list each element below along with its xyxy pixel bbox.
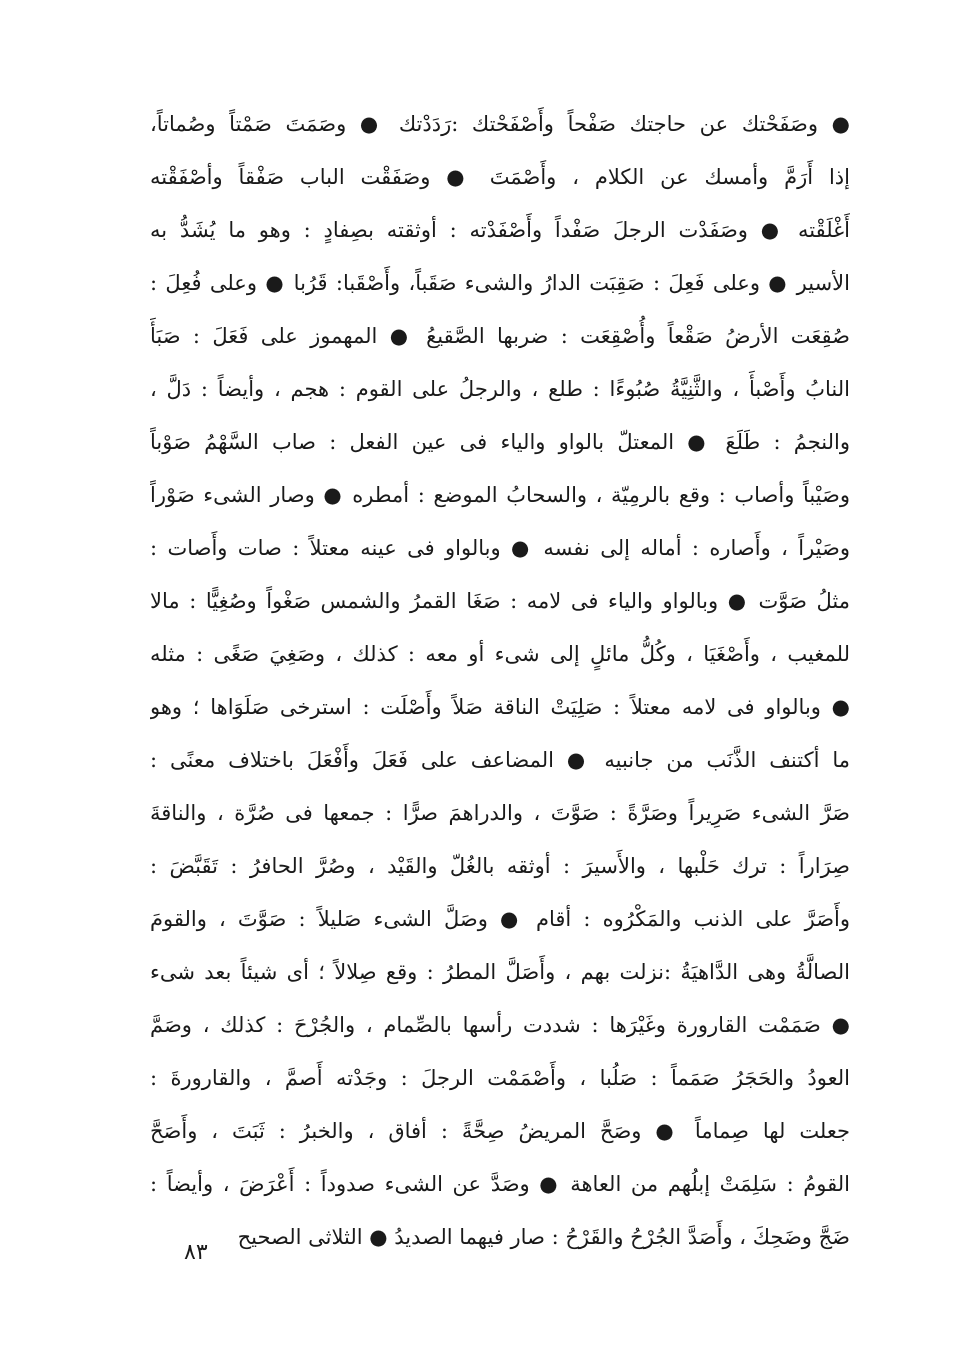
text-line: صِرَاراً : ترك حَلْبها ، والأَسيرَ : أوثقه بالغُلّ والقَيْد ، وصُرَّ الحافرُ : تَقَبَّضَ : [150,854,850,878]
text-line: ● صَمَمْت القارورة وغَيْرَها : شددت رأسها بالصِّمام ، والجُرْحَ : كذلك ، وصَمَّ [150,1013,850,1037]
text-line: ضَجَّ وضَحِكَ ، وأَصَدَّ الجُرْحُ والقَرْحُ : صار فيهما الصديدُ ● الثلاثى الصحيح [237,1225,850,1249]
text-line: أَغْلَقْته ● وصَفَدْت الرجلَ صَفْداً وأَصْفَدْته : أوثقته بصِفادٍ : وهو ما يُشَدُّ به [150,218,850,242]
text-line: النابُ وأَصْبأَ ، والثَّنِيَّةُ صُبُوءًا : طلع ، والرجلُ على القوم : هجم ، وأيضاً : دَلَّ ، [150,377,850,401]
text-line: للمغيب ، وأَصْغَيَا ، وكُلُّ مائلٍ إلى شىء أو معه : كذلك ، وصَغِيَ صَغًى : مثله [150,642,850,666]
text-line: وصَيْباً وأصاب : وقع بالرمِيّة ، والسحابُ الموضع : أمطره ● وصار الشىء صَوْراً [150,483,850,507]
text-line: مثلُ صَوَّت ● وبالواو والياء فى لامه : صَغَا القمرُ والشمس صَغْواً وصُغِيًّا : مالا [150,589,850,613]
text-line: الأسير ● وعلى فَعِلَ : صَقِبَت الدارُ والشىء صَقَباً، وأَصْقَبا: قَرُبا ● وعلى فُعِلَ : [150,271,850,295]
text-line: الصالَّةُ وهى الدَّاهيَةُ :نزلت بهم ، وأَصَلَّ المطرُ : وقع صِلالاً ؛ أى شيئاً بعد شىء [150,960,850,984]
text-line: صَرَّ الشىء صَرِيراً وصَرَّةً : صَوَّتَ ، والدراهمَ صرًّا : جمعها فى صُرَّة ، والناقةَ [150,801,850,825]
text-line: وأَصَرَّ على الذنب والمَكْرُوه : أقام ● وصَلَّ الشىء صَليلاً : صَوَّتَ ، والقومَ [150,907,850,931]
text-line: العودُ والحَجَرُ صَمَماً : صَلُبا ، وأَصْمَمْت الرجلَ : وجَدْته أَصمَّ ، والقارورةَ : [150,1066,850,1090]
text-line: ● وصَفَحْتك عن حاجتك صَفْحاً وأَصْفَحْتك :رَدَدْتك ● وصَمَتَ صَمْتاً وصُماتاً، [150,112,850,136]
body-text [150,98,850,1264]
text-line: وصَيْراً ، وأَصاره : أماله إلى نفسه ● وبالواو فى عينه معتلاً : صات وأَصات : [150,536,850,560]
text-line: صُقِعَت الأرضُ صَقْعاً وأُصْقِعَت : ضربها الصَّقيعُ ● المهموز على فَعَلَ : صَبَأَ [150,324,850,348]
text-line: إذا أَرَمَّ وأمسك عن الكلام ، وأَصْمَتَ ● وصَفَقْت الباب صَفْقاً وأصْفَقْته [150,165,850,189]
page-number: ٨٣ [184,1240,208,1265]
text-line: جعلت لها صِماماً ● وصَحَّ المريضُ صِحَّةً : أفاق ، والخبرُ : ثَبَتَ ، وأَصَحَّ [150,1119,850,1143]
text-line: ما أكتنف الذَّنَب من جانبيه ● المضاعف على فَعَلَ وأَفْعَلَ باختلاف معنًى : [150,748,850,772]
text-line: والنجمُ : طَلَعَ ● المعتلّ بالواو والياء فى عين الفعل : صاب السَّهْمُ صَوْباً [150,430,850,454]
text-line: ● وبالواو فى لامه معتلاً : صَلِيَتْ الناقة صَلاً وأَصْلَت : استرخى صَلَوَاها ؛ وهو [150,695,850,719]
text-line: القومُ : سَلِمَتْ إبلُهم من العاهة ● وصَدَّ عن الشىء صدوداً : أَعْرَضَ ، وأيضاً : [150,1172,850,1196]
